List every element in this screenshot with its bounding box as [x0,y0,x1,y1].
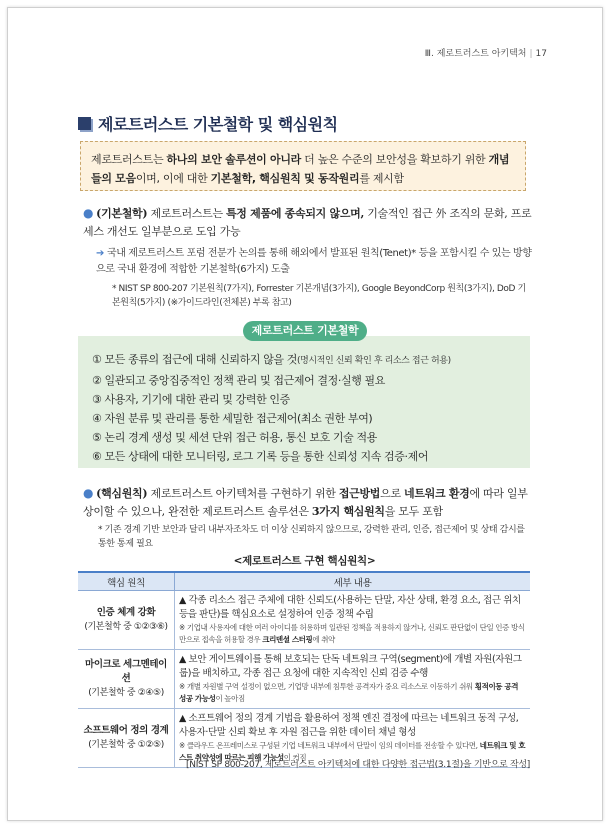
footnote-perimeter: * 기존 경계 기반 보안과 달리 내부자조차도 더 이상 신뢰하지 않으므로, 강력한 관리, 인증, 접근제어 및 상태 감시를 통한 통제 필요 [98,525,525,549]
bullet-bold: 특정 제품에 종속되지 않으며, [225,207,365,220]
section-title [78,112,338,135]
philosophy-item [92,447,451,466]
principle-cell [78,650,175,709]
detail-note-bold: 크리덴셜 스터핑 [262,635,313,644]
table-header-row [78,572,530,591]
philosophy-item-text: ⑤ 논리 경계 생성 및 세션 단위 접근 허용, 통신 보호 기술 적용 [92,431,377,444]
detail-text: ▲ 보안 게이트웨이를 통해 보호되는 단독 네트워크 구역(segment)에 개별 자원(자원그룹)을 배치하고, 각종 접근 요청에 대한 지속적인 신뢰 검증 수행 [179,654,522,679]
principle-name: 소프트웨어 정의 경계 [83,725,169,736]
bullet-core-principles [83,484,533,521]
philosophy-item [92,409,451,428]
table-title: <제로트러스트 구현 핵심원칙> [233,555,376,567]
detail-cell [175,650,531,709]
sub-point [96,246,536,278]
philosophy-item-text: ⑥ 모든 상태에 대한 모니터링, 로그 기록 등을 통한 신뢰성 지속 검증·제어 [92,450,429,463]
detail-note-text: 이 높아짐 [215,694,245,703]
intro-text: 이며, 이에 대한 [135,172,211,185]
detail-text: ▲ 각종 리소스 접근 주체에 대한 신뢰도(사용하는 단말, 자산 상태, 환경 요소, 접근 위치 등을 판단)를 핵심요소로 설정하여 인증 정책 수립 [179,595,521,620]
philosophy-item [92,390,451,409]
bullet-text: 기술적인 접근 外 조직의 문화, 프로세스 개선도 일부분으로 도입 가능 [83,207,532,238]
page-title: 제로트러스트 기본철학 및 핵심원칙 [98,115,338,134]
bullet-basic-philosophy [83,204,533,241]
intro-bold: 기본철학, 핵심원칙 및 동작원리 [210,172,360,185]
bullet-tag: (기본철학) [96,207,148,220]
principle-ref: (기본철학 중 ①②⑤) [88,740,164,750]
principle-ref: (기본철학 중 ②④⑤) [88,688,164,698]
intro-text: 더 높은 수준의 보안성을 확보하기 위한 [300,153,489,166]
bullet-bold: 네트워크 환경 [404,487,470,500]
footnote-sources: * NIST SP 800-207 기본원칙(7가지), Forrester 기본개념(3가지), Google BeyondCorp 원칙(3가지), DoD 기본원칙(5가지) (※가이드라인(전체본) 부록 참고) [112,284,526,308]
philosophy-badge: 제로트러스트 기본철학 [243,321,367,341]
bullet-text: 에 따라 일부 상이할 수 있으나, 완전한 제로트러스트 솔루션은 [83,487,528,518]
principle-cell [78,709,175,768]
intro-text: 를 제시함 [359,172,404,185]
intro-text: 제로트러스트는 [91,153,167,166]
intro-bold: 하나의 보안 솔루션이 아니라 [166,153,301,166]
title-square-icon [78,117,91,130]
principle-cell [78,591,175,650]
philosophy-item [92,350,451,371]
philosophy-item [92,371,451,390]
bullet-text: 제로트러스트 아키텍처를 구현하기 위한 [147,487,339,500]
bullet-bold: 3가지 핵심원칙 [311,505,385,518]
philosophy-item [92,428,451,447]
detail-note-text: ※ 개별 자원별 구역 설정이 없으면, 기업망 내부에 침투한 공격자가 중요 리소스로 이동하기 쉬워 [179,682,475,691]
detail-note [179,681,526,705]
principle-name: 마이크로 세그멘테이션 [85,659,167,684]
intro-box [80,141,526,191]
core-principles-table [78,571,530,768]
detail-note-text: 이 커짐 [283,753,307,762]
page-number: 17 [535,49,547,59]
table-header-cell: 세부 내용 [175,572,531,591]
bullet-tag: (핵심원칙) [96,487,148,500]
page-header [425,46,547,59]
bullet-text: 제로트러스트는 [147,207,226,220]
arrow-right-icon: ➔ [96,248,104,259]
bullet-text: 으로 [380,487,404,500]
detail-note-bold: 횡적이동 공격 성공 가능성 [179,682,519,703]
source-citation: [NIST SP 800-207, 제로트러스트 아키텍처에 대한 다양한 접근법(3.1절)을 기반으로 작성] [186,760,530,770]
philosophy-item-note: (명시적인 신뢰 확인 후 리소스 접근 허용) [296,356,451,366]
philosophy-item-text: ③ 사용자, 기기에 대한 관리 및 강력한 인증 [92,393,290,406]
detail-note [179,622,526,646]
detail-note-text: ※ 클라우드 온프레미스로 구성된 기업 네트워크 내부에서 단말이 임의 데이터를 전송할 수 있다면, [179,741,480,750]
principle-name: 인증 체계 강화 [96,607,156,618]
table-row [78,650,530,709]
header-divider: | [529,49,533,59]
detail-note-text: 에 취약 [312,635,335,644]
philosophy-item-text: ④ 자원 분류 및 관리를 통한 세밀한 접근제어(최소 권한 부여) [92,412,373,425]
detail-note-text: ※ 기업내 사용자에 대한 여러 아이디를 허용하며 일관된 정책을 적용하지 않거나, 신뢰도 판단없이 단일 인증 방식만으로 접속을 허용할 경우 [179,623,525,644]
section-label: Ⅲ. 제로트러스트 아키텍처 [424,49,527,59]
intro-bold: 개념들의 모음 [91,153,510,185]
table-header-cell: 핵심 원칙 [78,572,175,591]
bullet-bold: 접근방법 [338,487,381,500]
bullet-dot-icon: ● [83,206,94,220]
philosophy-item-text: ② 일관되고 중앙집중적인 정책 관리 및 접근제어 결정·실행 필요 [92,374,385,387]
detail-text: ▲ 소프트웨어 정의 경계 기법을 활용하여 정책 엔진 결정에 따르는 네트워크 동적 구성, 사용자·단말 신뢰 확보 후 자원 접근을 위한 데이터 채널 형성 [179,713,519,738]
detail-note-bold: 네트워크 및 호스트 취약성에 따르는 피해 가능성 [179,741,526,762]
detail-cell [175,591,531,650]
philosophy-list [92,350,451,466]
table-row [78,591,530,650]
bullet-text: 을 모두 포함 [384,505,443,518]
principle-ref: (기본철학 중 ①②③⑥) [84,622,168,632]
sub-point-text: 국내 제로트러스트 포럼 전문가 논의를 통해 해외에서 발표된 원칙(Tenet)* 등을 포함시킬 수 있는 방향으로 국내 환경에 적합한 기본철학(6가지) 도출 [96,248,532,275]
philosophy-item-text: ① 모든 종류의 접근에 대해 신뢰하지 않을 것 [92,353,297,366]
bullet-dot-icon: ● [83,486,94,500]
